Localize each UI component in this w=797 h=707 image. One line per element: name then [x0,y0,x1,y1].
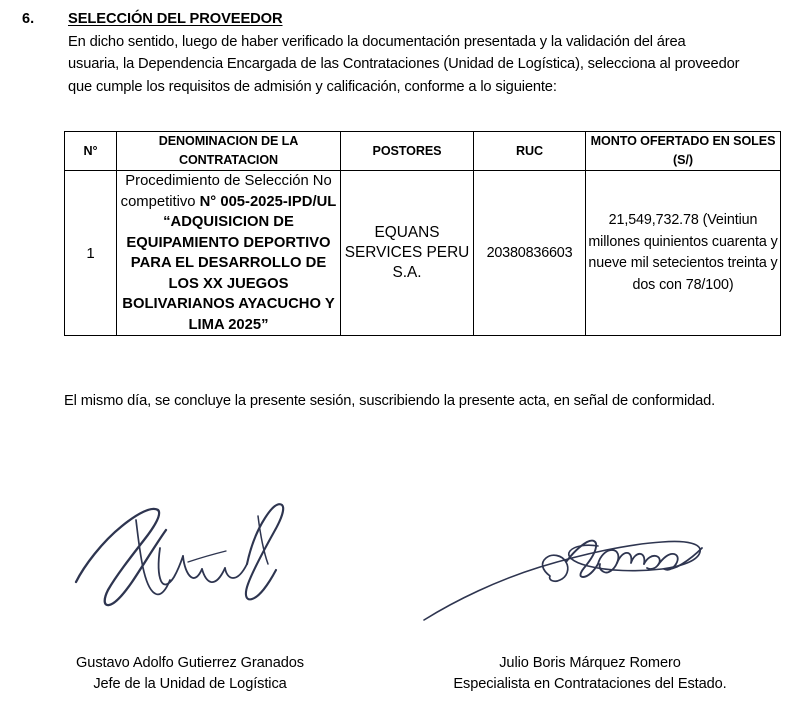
section-paragraph: En dicho sentido, luego de haber verificado la documentación presentada y la validación del área usuaria, la Dependencia Encargada de las Contrataciones (Unidad de Logística), selecciona al proveedor que cumple los requisitos de admisión y calificación, conforme a lo siguiente: [68,34,740,95]
signature-left-labels [10,653,370,695]
signer-role-right: Especialista en Contrataciones del Estado. [453,676,727,692]
closing-paragraph: El mismo día, se concluye la presente sesión, suscribiendo la presente acta, en señal de conformidad. [64,393,716,409]
signer-role-left: Jefe de la Unidad de Logística [93,676,287,692]
cell-numero: 1 [65,171,117,336]
signature-block-right [410,470,770,707]
signature-right-labels [410,653,770,695]
denominacion-bold-text: N° 005-2025-IPD/UL “ADQUISICION DE EQUIPAMIENTO DEPORTIVO PARA EL DESARROLLO DE LOS XX JUEGOS BOLIVARIANOS AYACUCHO Y LIMA 2025” [122,193,337,333]
table-header-row [65,132,781,171]
col-header-postores: POSTORES [341,132,474,171]
denominacion-regular-text: Procedimiento de Selección No competitivo [120,173,332,210]
signature-area [0,470,797,707]
cell-postor: EQUANS SERVICES PERU S.A. [341,171,474,336]
section-title: SELECCIÓN DEL PROVEEDOR [68,11,283,27]
cell-monto: 21,549,732.78 (Veintiun millones quinientos cuarenta y nueve mil setecientos treinta y dos con 78/100) [586,171,781,336]
section-number: 6. [22,11,35,27]
handwritten-signature-right-icon [410,470,770,645]
col-header-denominacion: DENOMINACION DE LA CONTRATACION [117,132,341,171]
cell-ruc: 20380836603 [474,171,586,336]
signer-name-right: Julio Boris Márquez Romero [499,655,681,671]
cell-denominacion [117,171,341,336]
signer-name-left: Gustavo Adolfo Gutierrez Granados [76,655,304,671]
col-header-monto: MONTO OFERTADO EN SOLES (S/) [586,132,781,171]
section-selection-provider [0,9,797,98]
col-header-numero: N° [65,132,117,171]
signature-block-left [10,470,370,707]
bid-selection-table [64,131,781,336]
section-heading-row [0,9,797,98]
col-header-ruc: RUC [474,132,586,171]
handwritten-signature-left-icon [10,470,370,645]
section-body [68,9,768,98]
table-row [65,171,781,336]
